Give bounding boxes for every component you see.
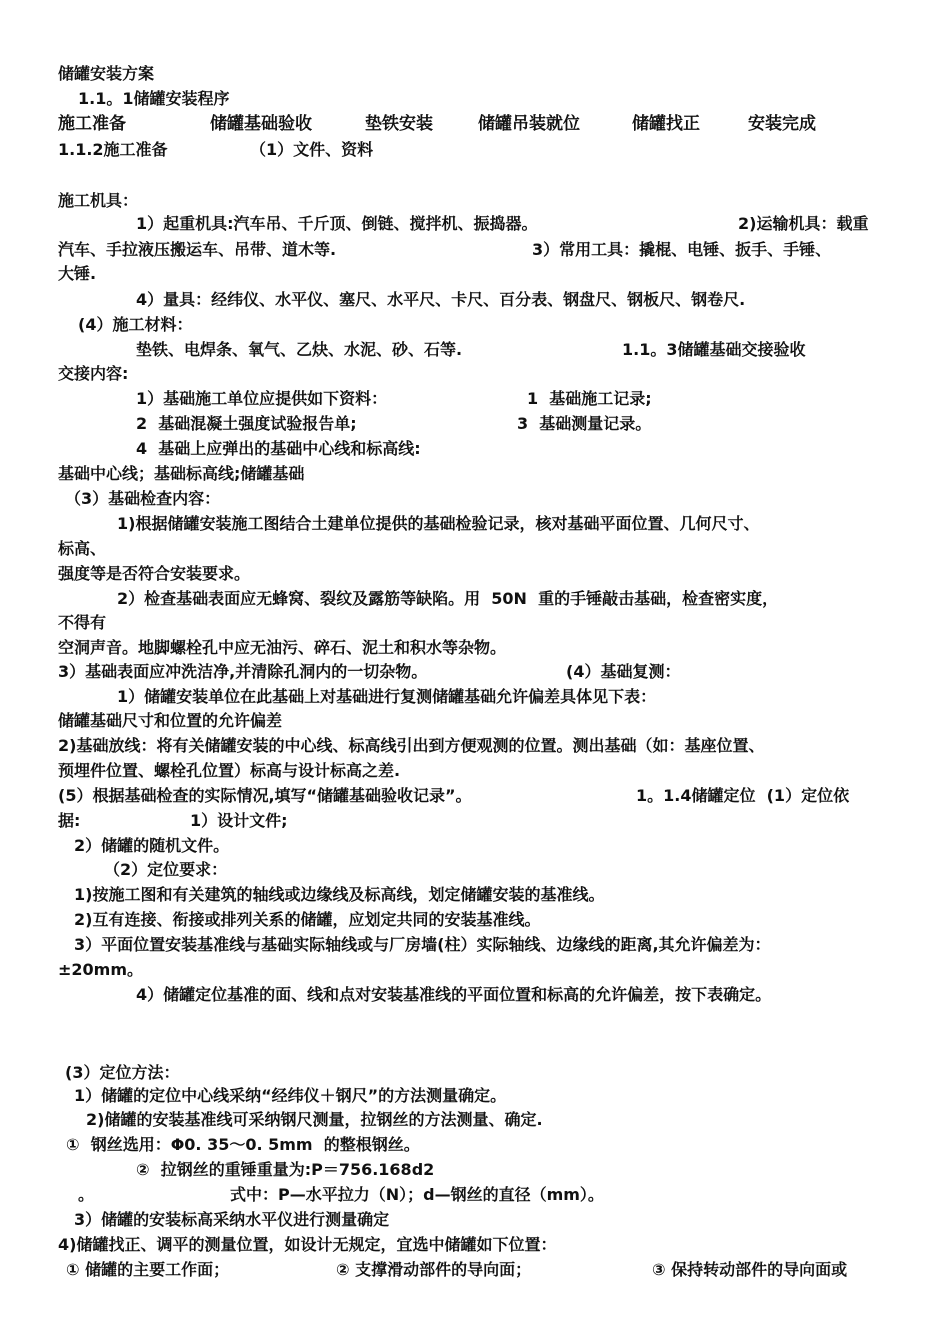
text-line: 储罐基础验收: [210, 114, 312, 134]
text-line: （3）基础检查内容：: [65, 489, 221, 508]
text-line: ② 支撑滑动部件的导向面；: [336, 1260, 532, 1279]
text-line: 施工机具：: [58, 191, 139, 210]
text-line: 储罐基础尺寸和位置的允许偏差: [58, 711, 283, 730]
text-line: 2)互有连接、衔接或排列关系的储罐，应划定共同的安装基准线。: [74, 910, 541, 929]
text-line: 3）储罐的安装标高采纳水平仪进行测量确定: [74, 1210, 390, 1229]
text-line: 1)根据储罐安装施工图结合土建单位提供的基础检验记录，核对基础平面位置、几何尺寸、: [117, 514, 760, 533]
text-line: 大锤.: [58, 264, 97, 283]
text-line: 垫铁、电焊条、氧气、乙炔、水泥、砂、石等.: [136, 340, 463, 359]
text-line: 1.1.2施工准备: [58, 140, 168, 159]
text-line: 预埋件位置、螺栓孔位置）标高与设计标高之差.: [58, 761, 401, 780]
text-line: （2）定位要求：: [104, 860, 228, 879]
text-line: ① 钢丝选用：Φ0. 35～0. 5mm 的整根钢丝。: [66, 1135, 420, 1154]
text-line: ±20mm。: [58, 960, 144, 979]
text-line: 2）检查基础表面应无蜂窝、裂纹及露筋等缺陷。用 50N 重的手锤敲击基础，检查密实度，: [117, 589, 779, 608]
text-line: 1)按施工图和有关建筑的轴线或边缘线及标高线，划定储罐安装的基准线。: [74, 885, 605, 904]
text-line: 1）基础施工单位应提供如下资料：: [136, 389, 388, 408]
text-line: 标高、: [58, 539, 107, 558]
text-line: 3）平面位置安装基准线与基础实际轴线或与厂房墙(柱）实际轴线、边缘线的距离,其允许偏差为：: [74, 935, 771, 954]
document-title: 储罐安装方案: [58, 64, 155, 83]
text-line: 2)运输机具：载重: [738, 214, 869, 233]
text-line: 4 基础上应弹出的基础中心线和标高线:: [136, 439, 421, 458]
text-line: 3 基础测量记录。: [517, 414, 652, 433]
text-line: 汽车、手拉液压搬运车、吊带、道木等.: [58, 240, 337, 259]
text-line: 1。1.4储罐定位 (1）定位依: [636, 786, 850, 805]
text-line: 4）量具：经纬仪、水平仪、塞尺、水平尺、卡尺、百分表、钢盘尺、钢板尺、钢卷尺.: [136, 290, 746, 309]
text-line: ① 储罐的主要工作面；: [66, 1260, 230, 1279]
text-line: 1 基础施工记录;: [527, 389, 652, 408]
text-line: ③ 保持转动部件的导向面或: [652, 1260, 848, 1279]
text-line: 2）储罐的随机文件。: [74, 836, 230, 855]
text-line: 1.1。1储罐安装程序: [78, 89, 230, 108]
text-line: 。: [78, 1185, 95, 1204]
text-line: 施工准备: [58, 114, 126, 134]
text-line: 2 基础混凝土强度试验报告单;: [136, 414, 357, 433]
text-line: 1）设计文件;: [190, 811, 288, 830]
text-line: 1.1。3储罐基础交接验收: [622, 340, 806, 359]
text-line: 1）储罐的定位中心线采纳“经纬仪＋钢尺”的方法测量确定。: [74, 1086, 507, 1105]
text-line: 2)储罐的安装基准线可采纳钢尺测量，拉钢丝的方法测量、确定.: [86, 1110, 543, 1129]
text-line: 3）基础表面应冲洗洁净,并清除孔洞内的一切杂物。: [58, 662, 428, 681]
text-line: 3）常用工具：撬棍、电锤、扳手、手锤、: [532, 240, 832, 259]
text-line: 不得有: [58, 613, 107, 632]
text-line: 储罐找正: [632, 114, 700, 134]
text-line: (4）基础复测：: [566, 662, 681, 681]
text-line: 安装完成: [748, 114, 816, 134]
text-line: 2)基础放线：将有关储罐安装的中心线、标高线引出到方便观测的位置。测出基础（如：基座位置、: [58, 736, 765, 755]
text-line: （1）文件、资料: [250, 140, 374, 159]
text-line: 空洞声音。地脚螺栓孔中应无油污、碎石、泥土和积水等杂物。: [58, 638, 507, 657]
text-line: 强度等是否符合安装要求。: [58, 564, 251, 583]
text-line: (3）定位方法：: [65, 1063, 180, 1082]
text-line: 基础中心线；基础标高线;储罐基础: [58, 464, 305, 483]
text-line: 1）起重机具:汽车吊、千斤顶、倒链、搅拌机、振捣器。: [136, 214, 538, 233]
text-line: 据:: [58, 811, 81, 830]
text-line: 4)储罐找正、调平的测量位置，如设计无规定，宜选中储罐如下位置：: [58, 1235, 557, 1254]
text-line: 式中：P—水平拉力（N）；d—钢丝的直径（mm）。: [230, 1185, 604, 1204]
text-line: (5）根据基础检查的实际情况,填写“储罐基础验收记录”。: [58, 786, 472, 805]
text-line: 1）储罐安装单位在此基础上对基础进行复测储罐基础允许偏差具体见下表：: [117, 687, 657, 706]
text-line: 4）储罐定位基准的面、线和点对安装基准线的平面位置和标高的允许偏差，按下表确定。: [136, 985, 772, 1004]
text-line: 储罐吊装就位: [478, 114, 580, 134]
text-line: 交接内容:: [58, 364, 129, 383]
text-line: (4）施工材料：: [78, 315, 193, 334]
text-line: ② 拉钢丝的重锤重量为:P＝756.168d2: [136, 1160, 435, 1179]
text-line: 垫铁安装: [365, 114, 433, 134]
